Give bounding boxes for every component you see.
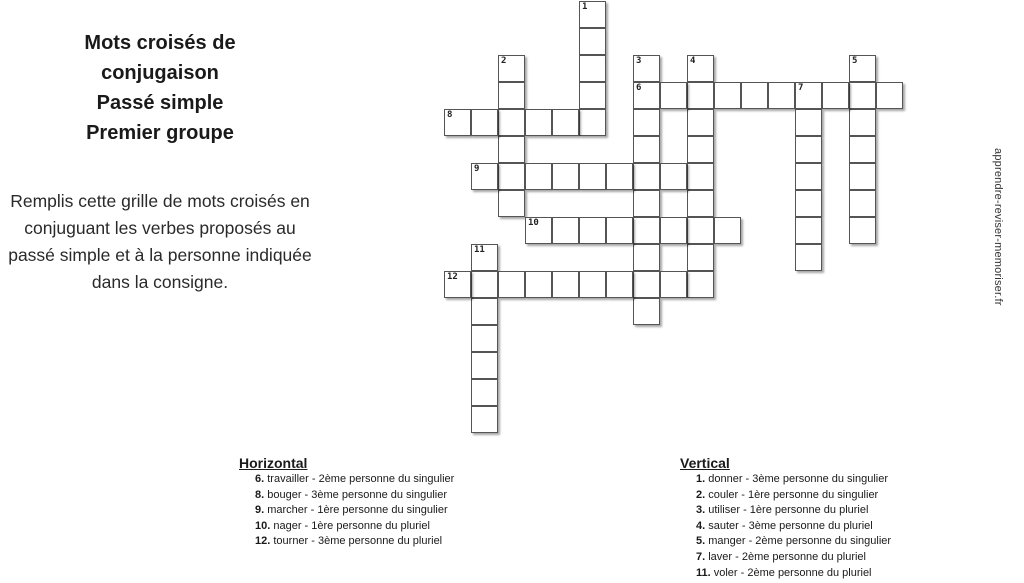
crossword-cell[interactable] <box>687 244 714 271</box>
cell-number: 8 <box>447 110 453 120</box>
crossword-cell[interactable] <box>687 163 714 190</box>
clue-number: 2. <box>696 488 709 501</box>
crossword-cell[interactable] <box>471 406 498 433</box>
crossword-cell[interactable] <box>579 271 606 298</box>
crossword-cell[interactable] <box>606 163 633 190</box>
crossword-cell[interactable] <box>579 109 606 136</box>
instructions-text: Remplis cette grille de mots croisés en conjuguant les verbes proposés au passé simple et à la personne indiquée dans la consigne. <box>8 191 312 292</box>
crossword-cell[interactable] <box>471 325 498 352</box>
horizontal-clue-list <box>239 472 454 550</box>
crossword-cell[interactable] <box>849 82 876 109</box>
crossword-cell[interactable] <box>633 55 660 82</box>
crossword-cell[interactable] <box>498 271 525 298</box>
crossword-cell[interactable] <box>444 271 471 298</box>
title-line-4: Premier groupe <box>86 122 234 144</box>
crossword-cell[interactable] <box>687 136 714 163</box>
clue-number: 9. <box>255 504 268 517</box>
crossword-cell[interactable] <box>849 109 876 136</box>
cell-number: 11 <box>474 245 485 255</box>
crossword-cell[interactable] <box>795 109 822 136</box>
crossword-cell[interactable] <box>687 190 714 217</box>
website-url: apprendre-reviser-memoriser.fr <box>992 148 1004 306</box>
title-line-3: Passé simple <box>96 92 224 114</box>
crossword-cell[interactable] <box>795 244 822 271</box>
crossword-cell[interactable] <box>822 82 849 109</box>
clue-text: utiliser - 1ère personne du pluriel <box>708 504 869 517</box>
crossword-cell[interactable] <box>741 82 768 109</box>
crossword-cell[interactable] <box>498 163 525 190</box>
crossword-cell[interactable] <box>579 163 606 190</box>
horizontal-clues-heading: Horizontal <box>239 455 308 471</box>
vertical-clue <box>680 488 891 504</box>
crossword-cell[interactable] <box>471 352 498 379</box>
crossword-cell[interactable] <box>660 82 687 109</box>
crossword-cell[interactable] <box>849 136 876 163</box>
title-line-1: Mots croisés de <box>84 32 236 54</box>
horizontal-clues <box>239 454 454 550</box>
vertical-clue <box>680 534 891 550</box>
clue-text: couler - 1ère personne du singulier <box>708 488 879 501</box>
crossword-cell[interactable] <box>633 136 660 163</box>
cell-number: 5 <box>852 56 858 66</box>
vertical-clues <box>680 454 891 581</box>
vertical-clue-list <box>680 472 891 581</box>
crossword-cell[interactable] <box>552 163 579 190</box>
clue-number: 3. <box>696 504 709 517</box>
crossword-cell[interactable] <box>687 217 714 244</box>
clue-text: manger - 2ème personne du singulier <box>708 535 892 548</box>
crossword-cell[interactable] <box>579 55 606 82</box>
crossword-cell[interactable] <box>552 109 579 136</box>
clue-number: 11. <box>696 566 714 579</box>
crossword-cell[interactable] <box>795 190 822 217</box>
crossword-cell[interactable] <box>498 136 525 163</box>
clue-text: marcher - 1ère personne du singulier <box>267 504 448 517</box>
clue-text: sauter - 3ème personne du pluriel <box>708 519 873 532</box>
clue-text: tourner - 3ème personne du pluriel <box>273 535 443 548</box>
clue-text: voler - 2ème personne du pluriel <box>713 566 872 579</box>
crossword-cell[interactable] <box>444 109 471 136</box>
clue-number: 6. <box>255 473 268 485</box>
crossword-cell[interactable] <box>714 217 741 244</box>
crossword-cell[interactable] <box>471 163 498 190</box>
clue-text: nager - 1ère personne du pluriel <box>273 519 430 532</box>
cell-number: 6 <box>636 83 642 93</box>
crossword-cell[interactable] <box>849 217 876 244</box>
crossword-cell[interactable] <box>606 217 633 244</box>
cell-number: 7 <box>798 83 804 93</box>
clue-text: donner - 3ème personne du singulier <box>708 473 889 485</box>
crossword-cell[interactable] <box>795 217 822 244</box>
crossword-cell[interactable] <box>849 190 876 217</box>
vertical-clue <box>680 550 891 566</box>
horizontal-clue <box>239 503 454 519</box>
crossword-cell[interactable] <box>633 298 660 325</box>
crossword-cell[interactable] <box>579 28 606 55</box>
vertical-clue <box>680 472 891 488</box>
crossword-cell[interactable] <box>633 217 660 244</box>
horizontal-clue <box>239 472 454 488</box>
crossword-cell[interactable] <box>768 82 795 109</box>
vertical-clue <box>680 519 891 535</box>
crossword-cell[interactable] <box>687 55 714 82</box>
horizontal-clue <box>239 519 454 535</box>
crossword-cell[interactable] <box>633 190 660 217</box>
cell-number: 2 <box>501 56 507 66</box>
cell-number: 9 <box>474 164 480 174</box>
crossword-cell[interactable] <box>525 163 552 190</box>
crossword-cell[interactable] <box>498 190 525 217</box>
crossword-cell[interactable] <box>660 163 687 190</box>
crossword-cell[interactable] <box>633 163 660 190</box>
crossword-cell[interactable] <box>525 217 552 244</box>
crossword-cell[interactable] <box>552 217 579 244</box>
clue-text: travailler - 2ème personne du singulier <box>267 473 455 485</box>
crossword-cell[interactable] <box>633 109 660 136</box>
clue-text: laver - 2ème personne du pluriel <box>708 550 866 563</box>
crossword-cell[interactable] <box>849 55 876 82</box>
page-title <box>40 28 280 148</box>
horizontal-clue <box>239 488 454 504</box>
crossword-cell[interactable] <box>606 271 633 298</box>
crossword-cell[interactable] <box>498 55 525 82</box>
crossword-cell[interactable] <box>579 82 606 109</box>
crossword-cell[interactable] <box>471 298 498 325</box>
crossword-cell[interactable] <box>687 271 714 298</box>
crossword-cell[interactable] <box>471 271 498 298</box>
crossword-cell[interactable] <box>795 163 822 190</box>
crossword-cell[interactable] <box>687 109 714 136</box>
clue-number: 12. <box>255 535 274 548</box>
clue-number: 4. <box>696 519 709 532</box>
clue-number: 10. <box>255 519 274 532</box>
crossword-cell[interactable] <box>525 271 552 298</box>
clue-number: 5. <box>696 535 709 548</box>
crossword-cell[interactable] <box>525 109 552 136</box>
crossword-cell[interactable] <box>498 109 525 136</box>
clue-number: 8. <box>255 488 268 501</box>
horizontal-clue <box>239 534 454 550</box>
crossword-cell[interactable] <box>471 109 498 136</box>
cell-number: 1 <box>582 2 588 12</box>
cell-number: 10 <box>528 218 539 228</box>
crossword-cell[interactable] <box>633 82 660 109</box>
cell-number: 4 <box>690 56 696 66</box>
crossword-cell[interactable] <box>471 379 498 406</box>
crossword-cell[interactable] <box>579 217 606 244</box>
vertical-clues-heading: Vertical <box>680 455 730 471</box>
crossword-cell[interactable] <box>876 82 903 109</box>
crossword-cell[interactable] <box>633 271 660 298</box>
crossword-cell[interactable] <box>687 82 714 109</box>
crossword-cell[interactable] <box>471 244 498 271</box>
crossword-cell[interactable] <box>579 1 606 28</box>
crossword-cell[interactable] <box>714 82 741 109</box>
vertical-clue <box>680 503 891 519</box>
crossword-cell[interactable] <box>660 217 687 244</box>
clue-number: 1. <box>696 473 709 485</box>
crossword-cell[interactable] <box>660 271 687 298</box>
crossword-cell[interactable] <box>633 244 660 271</box>
title-line-2: conjugaison <box>101 62 219 84</box>
crossword-cell[interactable] <box>498 82 525 109</box>
vertical-clue <box>680 566 891 582</box>
clue-text: bouger - 3ème personne du singulier <box>267 488 448 501</box>
crossword-cell[interactable] <box>849 163 876 190</box>
clue-number: 7. <box>696 550 709 563</box>
crossword-cell[interactable] <box>795 136 822 163</box>
crossword-cell[interactable] <box>795 82 822 109</box>
cell-number: 12 <box>447 272 458 282</box>
crossword-cell[interactable] <box>552 271 579 298</box>
cell-number: 3 <box>636 56 642 66</box>
